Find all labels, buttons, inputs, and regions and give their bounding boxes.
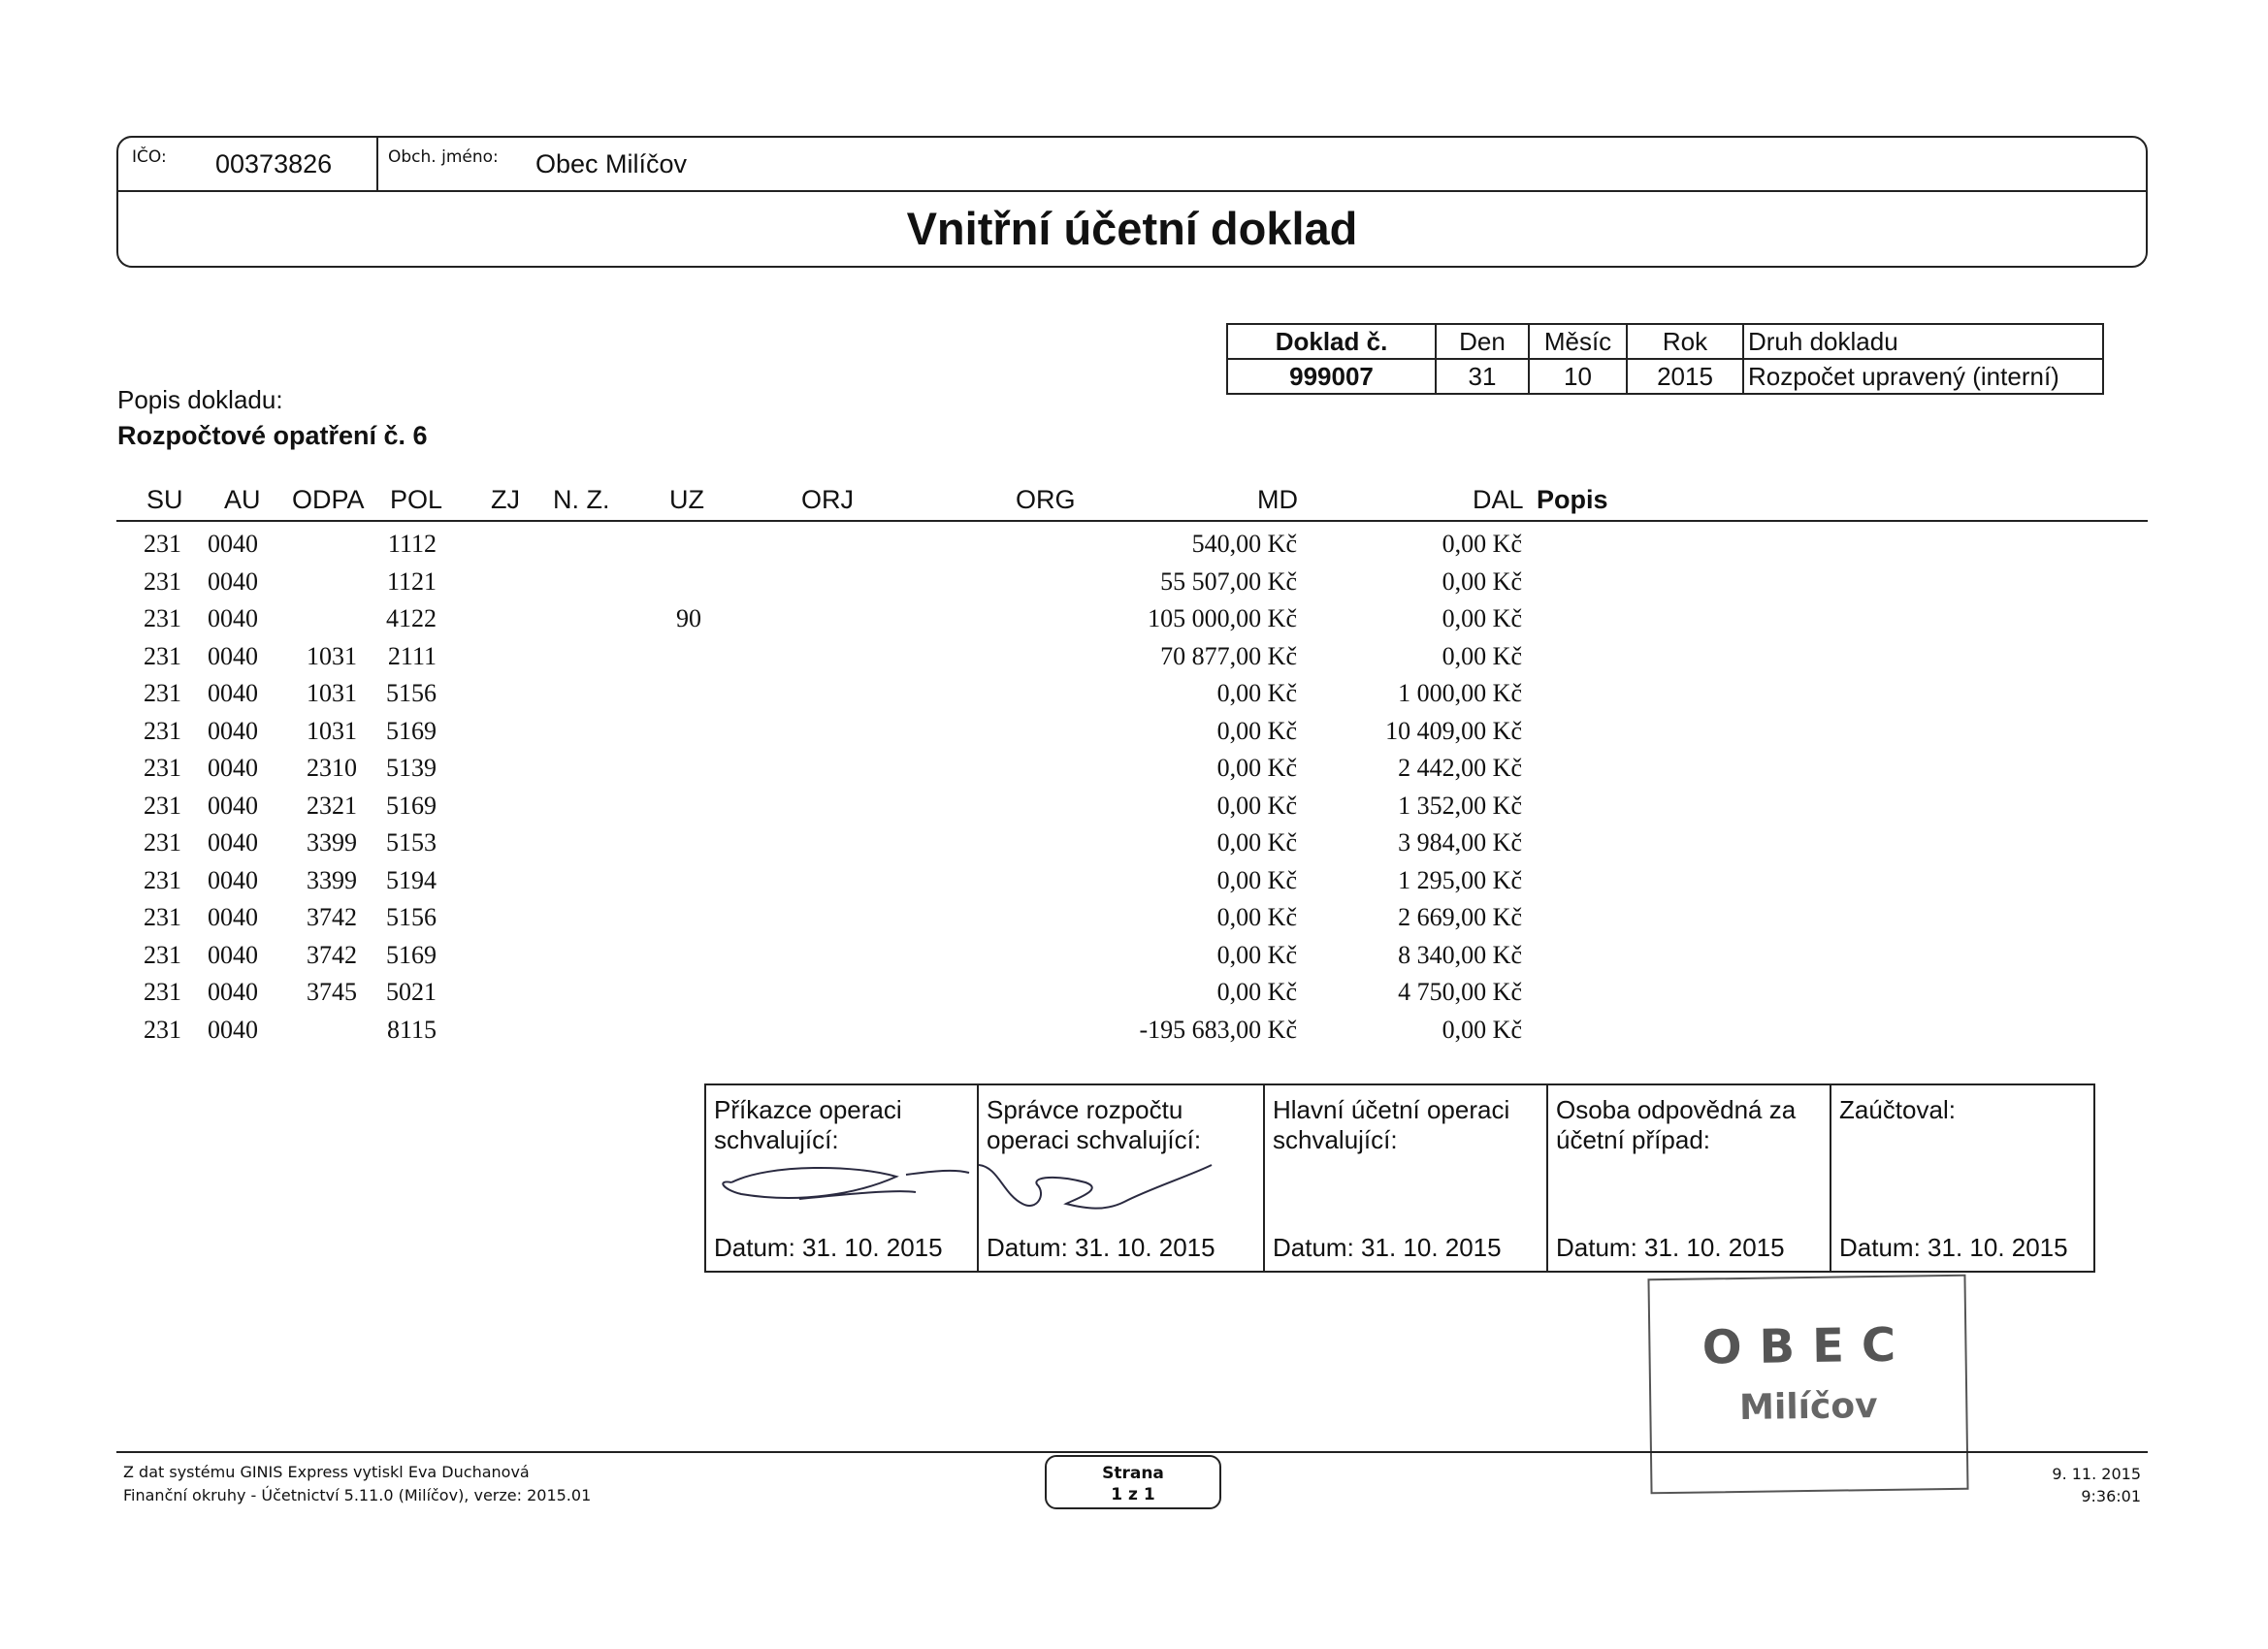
cell-su: 231 — [144, 566, 181, 596]
cell-su: 231 — [144, 828, 181, 857]
column-header-orj: ORJ — [801, 485, 854, 514]
cell-pol: 2111 — [387, 641, 437, 670]
cell-odpa: 3399 — [307, 865, 357, 894]
footer-rule — [116, 1451, 2148, 1453]
cell-pol: 5156 — [386, 903, 437, 931]
cell-dal: 0,00 Kč — [1442, 604, 1522, 632]
cell-md: 55 507,00 Kč — [1160, 566, 1297, 596]
column-header-zj: ZJ — [491, 485, 520, 514]
cell-au: 0040 — [208, 791, 258, 820]
cell-su: 231 — [144, 679, 181, 707]
cell-odpa: 3399 — [307, 828, 357, 857]
signature-date: Datum: 31. 10. 2015 — [1556, 1232, 1785, 1262]
cell-au: 0040 — [208, 978, 258, 1006]
table-row — [0, 717, 2268, 755]
doklad-number-label: Doklad č. — [1227, 324, 1436, 359]
cell-dal: 0,00 Kč — [1442, 641, 1522, 670]
cell-su: 231 — [144, 530, 181, 558]
print-date: 9. 11. 2015 — [2052, 1465, 2141, 1483]
signature-box-osoba — [1548, 1085, 1831, 1271]
document-type-label: Druh dokladu — [1743, 324, 2103, 359]
cell-md: 0,00 Kč — [1216, 716, 1297, 745]
table-row — [0, 828, 2268, 866]
signature-box-spravce — [979, 1085, 1265, 1271]
cell-su: 231 — [144, 716, 181, 745]
month-label: Měsíc — [1529, 324, 1627, 359]
year-label: Rok — [1627, 324, 1743, 359]
table-row — [0, 792, 2268, 829]
ico-value: 00373826 — [215, 149, 333, 178]
cell-au: 0040 — [208, 641, 258, 670]
table-row — [0, 679, 2268, 717]
cell-md: 0,00 Kč — [1216, 679, 1297, 707]
handwritten-signature-2 — [979, 1155, 1260, 1233]
cell-dal: 3 984,00 Kč — [1398, 828, 1522, 857]
cell-md: 105 000,00 Kč — [1148, 604, 1297, 632]
cell-su: 231 — [144, 865, 181, 894]
column-header-odpa: ODPA — [292, 485, 365, 514]
signature-boxes — [704, 1083, 2095, 1273]
signature-box-label: Příkazce operaci schvalující: — [714, 1095, 902, 1155]
column-header-nz: N. Z. — [553, 485, 610, 514]
signature-box-label: Osoba odpovědná za účetní případ: — [1556, 1095, 1797, 1155]
table-row — [0, 903, 2268, 941]
cell-pol: 5021 — [386, 978, 437, 1006]
cell-odpa: 3742 — [307, 940, 357, 969]
cell-md: 0,00 Kč — [1216, 754, 1297, 782]
signature-box-label: Správce rozpočtu operaci schvalující: — [987, 1095, 1202, 1155]
cell-odpa: 1031 — [307, 679, 357, 707]
cell-su: 231 — [144, 604, 181, 632]
cell-dal: 8 340,00 Kč — [1398, 940, 1522, 969]
cell-au: 0040 — [208, 865, 258, 894]
cell-su: 231 — [144, 754, 181, 782]
signature-date: Datum: 31. 10. 2015 — [987, 1232, 1215, 1262]
table-row — [0, 530, 2268, 567]
cell-pol: 8115 — [386, 1015, 437, 1044]
column-header-su: SU — [146, 485, 183, 514]
cell-dal: 2 669,00 Kč — [1398, 903, 1522, 931]
cell-pol: 5153 — [386, 828, 437, 857]
month-value: 10 — [1529, 359, 1627, 394]
cell-md: 0,00 Kč — [1216, 940, 1297, 969]
table-row — [0, 642, 2268, 680]
cell-pol: 5156 — [386, 679, 437, 707]
signature-date: Datum: 31. 10. 2015 — [714, 1232, 943, 1262]
cell-md: 0,00 Kč — [1216, 903, 1297, 931]
signature-box-label: Hlavní účetní operaci schvalující: — [1273, 1095, 1510, 1155]
cell-dal: 10 409,00 Kč — [1385, 716, 1522, 745]
column-header-org: ORG — [1016, 485, 1076, 514]
cell-dal: 2 442,00 Kč — [1398, 754, 1522, 782]
description-label: Popis dokladu: — [117, 385, 283, 414]
cell-md: 0,00 Kč — [1216, 791, 1297, 820]
cell-su: 231 — [144, 978, 181, 1006]
page-number: 1 z 1 — [1111, 1485, 1155, 1505]
stamp-line1: OBEC — [1701, 1317, 1914, 1375]
cell-au: 0040 — [208, 566, 258, 596]
cell-au: 0040 — [208, 716, 258, 745]
cell-au: 0040 — [208, 530, 258, 558]
cell-pol: 4122 — [386, 604, 437, 632]
cell-md: 70 877,00 Kč — [1160, 641, 1297, 670]
footer-printed-by: Z dat systému GINIS Express vytiskl Eva Duchanová — [123, 1463, 530, 1481]
cell-md: 0,00 Kč — [1216, 865, 1297, 894]
table-row — [0, 866, 2268, 904]
table-row — [0, 1016, 2268, 1053]
cell-au: 0040 — [208, 604, 258, 632]
cell-dal: 1 000,00 Kč — [1398, 679, 1522, 707]
column-header-pol: POL — [390, 485, 443, 514]
signature-box-prikazce — [706, 1085, 979, 1271]
cell-pol: 5169 — [386, 940, 437, 969]
cell-odpa: 3745 — [307, 978, 357, 1006]
signature-box-label: Zaúčtoval: — [1839, 1095, 1956, 1124]
column-header-uz: UZ — [669, 485, 704, 514]
cell-odpa: 1031 — [307, 641, 357, 670]
cell-au: 0040 — [208, 828, 258, 857]
table-row — [0, 567, 2268, 605]
table-row — [0, 754, 2268, 792]
page-label: Strana — [1102, 1464, 1164, 1483]
cell-odpa: 2310 — [307, 754, 357, 782]
column-header-md: MD — [1257, 485, 1298, 514]
year-value: 2015 — [1627, 359, 1743, 394]
table-row — [0, 941, 2268, 979]
cell-pol: 5139 — [386, 754, 437, 782]
cell-dal: 0,00 Kč — [1442, 530, 1522, 558]
cell-uz: 90 — [676, 604, 701, 632]
day-label: Den — [1436, 324, 1529, 359]
table-row — [0, 604, 2268, 642]
table-row — [0, 978, 2268, 1016]
company-name-label: Obch. jméno: — [388, 147, 499, 167]
cell-su: 231 — [144, 903, 181, 931]
cell-md: -195 683,00 Kč — [1139, 1015, 1297, 1044]
page-indicator — [1045, 1455, 1221, 1509]
cell-dal: 1 352,00 Kč — [1398, 791, 1522, 820]
signature-date: Datum: 31. 10. 2015 — [1839, 1232, 2068, 1262]
cell-dal: 4 750,00 Kč — [1398, 978, 1522, 1006]
column-header-popis: Popis — [1537, 485, 1608, 514]
column-header-au: AU — [224, 485, 261, 514]
cell-dal: 1 295,00 Kč — [1398, 865, 1522, 894]
cell-odpa: 3742 — [307, 903, 357, 931]
handwritten-signature-1 — [712, 1155, 974, 1223]
cell-odpa: 2321 — [307, 791, 357, 820]
ico-label: IČO: — [132, 147, 167, 167]
cell-dal: 0,00 Kč — [1442, 566, 1522, 596]
company-name-value: Obec Milíčov — [535, 149, 688, 178]
cell-au: 0040 — [208, 1015, 258, 1044]
cell-au: 0040 — [208, 754, 258, 782]
cell-pol: 5194 — [386, 865, 437, 894]
stamp-line2: Milíčov — [1738, 1386, 1878, 1428]
document-type-value: Rozpočet upravený (interní) — [1743, 359, 2103, 394]
cell-pol: 5169 — [386, 791, 437, 820]
signature-box-hlavni-ucetni — [1265, 1085, 1548, 1271]
cell-su: 231 — [144, 641, 181, 670]
document-title: Vnitřní účetní doklad — [906, 203, 1358, 254]
cell-pol: 1112 — [387, 530, 437, 558]
cell-md: 540,00 Kč — [1191, 530, 1297, 558]
cell-odpa: 1031 — [307, 716, 357, 745]
day-value: 31 — [1436, 359, 1529, 394]
cell-su: 231 — [144, 791, 181, 820]
cell-au: 0040 — [208, 940, 258, 969]
cell-pol: 1121 — [386, 566, 437, 596]
doklad-number-value: 999007 — [1227, 359, 1436, 394]
cell-au: 0040 — [208, 903, 258, 931]
cell-pol: 5169 — [386, 716, 437, 745]
cell-md: 0,00 Kč — [1216, 978, 1297, 1006]
cell-su: 231 — [144, 1015, 181, 1044]
column-header-dal: DAL — [1473, 485, 1524, 514]
description-value: Rozpočtové opatření č. 6 — [117, 421, 428, 450]
signature-date: Datum: 31. 10. 2015 — [1273, 1232, 1502, 1262]
footer-system-info: Finanční okruhy - Účetnictví 5.11.0 (Milíčov), verze: 2015.01 — [123, 1486, 592, 1504]
municipality-stamp — [1647, 1275, 1968, 1495]
cell-au: 0040 — [208, 679, 258, 707]
cell-md: 0,00 Kč — [1216, 828, 1297, 857]
signature-box-zauctoval — [1831, 1085, 2093, 1271]
cell-su: 231 — [144, 940, 181, 969]
print-time: 9:36:01 — [2081, 1487, 2141, 1505]
cell-dal: 0,00 Kč — [1442, 1015, 1522, 1044]
